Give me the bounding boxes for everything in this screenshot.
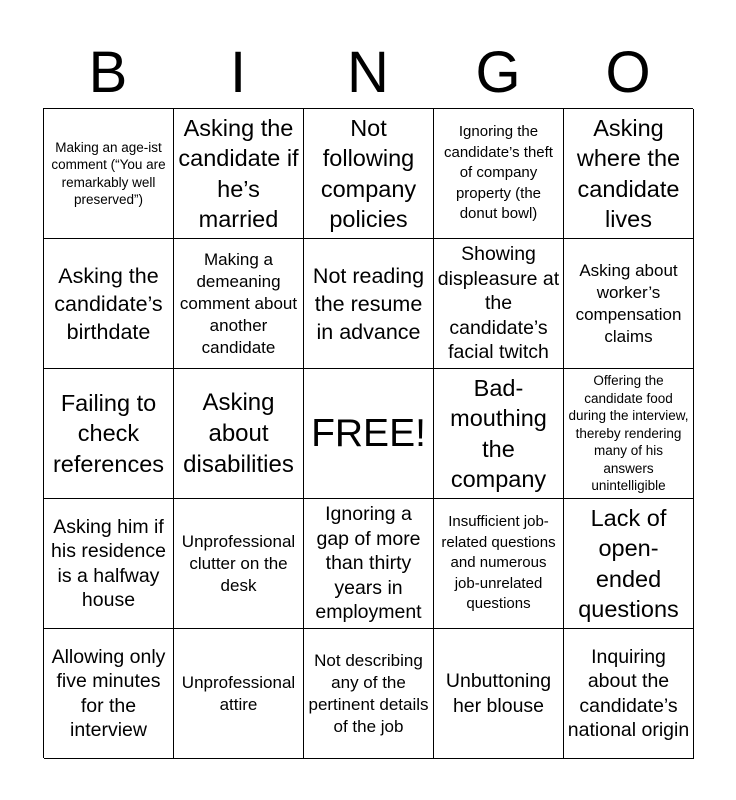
cell-text: Unbuttoning her blouse [445, 670, 552, 717]
bingo-cell[interactable] [44, 499, 174, 629]
cell-text: Asking about disabilities [183, 389, 294, 478]
bingo-cell[interactable] [434, 109, 564, 239]
cell-text: Asking the candidate’s birthdate [54, 263, 163, 344]
bingo-cell[interactable] [434, 629, 564, 759]
cell-text: Bad-mouthing the company [450, 374, 547, 492]
bingo-cell[interactable] [304, 499, 434, 629]
cell-text: Showing displeasure at the candidate’s facial twitch [437, 243, 560, 364]
cell-text: Not describing any of the pertinent details of the job [308, 650, 429, 736]
bingo-cell[interactable] [304, 629, 434, 759]
bingo-header [43, 40, 693, 106]
bingo-cell[interactable] [174, 629, 304, 759]
cell-text: Lack of open-ended questions [578, 504, 679, 622]
cell-text: Making an age-ist comment (“You are remarkably well preserved”) [51, 139, 166, 207]
cell-text: Not following company policies [320, 114, 417, 232]
cell-text: Unprofessional attire [181, 672, 296, 714]
bingo-cell[interactable] [434, 239, 564, 369]
bingo-cell[interactable] [434, 499, 564, 629]
bingo-cell[interactable] [304, 109, 434, 239]
bingo-cell[interactable] [174, 499, 304, 629]
bingo-cell[interactable] [564, 239, 694, 369]
free-space[interactable] [304, 369, 434, 499]
bingo-cell[interactable] [44, 629, 174, 759]
cell-text: Ignoring the candidate’s theft of company property (the donut bowl) [444, 123, 553, 223]
cell-text: Asking where the candidate lives [576, 114, 681, 232]
bingo-cell[interactable] [564, 109, 694, 239]
cell-text: Ignoring a gap of more than thirty years in employment [315, 503, 422, 624]
cell-text: Insufficient job-related questions and numerous job-unrelated questions [441, 513, 556, 613]
cell-text: Making a demeaning comment about another candidate [179, 249, 298, 357]
bingo-cell[interactable] [564, 369, 694, 499]
bingo-cell[interactable] [434, 369, 564, 499]
free-space-text: FREE! [311, 411, 426, 455]
bingo-cell[interactable] [564, 499, 694, 629]
bingo-grid [43, 108, 693, 758]
cell-text: Not reading the resume in advance [312, 263, 425, 344]
bingo-cell[interactable] [564, 629, 694, 759]
bingo-cell[interactable] [44, 369, 174, 499]
bingo-cell[interactable] [174, 369, 304, 499]
cell-text: Inquiring about the candidate’s national origin [567, 645, 690, 741]
cell-text: Allowing only five minutes for the interview [51, 645, 166, 741]
cell-text: Offering the candidate food during the interview, thereby rendering many of his answers unintelligible [568, 373, 689, 494]
cell-text: Unprofessional clutter on the desk [181, 531, 296, 595]
bingo-cell[interactable] [174, 109, 304, 239]
cell-text: Asking about worker’s compensation claims [575, 260, 682, 346]
cell-text: Failing to check references [52, 389, 165, 477]
bingo-cell[interactable] [44, 239, 174, 369]
header-letter-g: G [475, 40, 521, 105]
header-letter-b: B [88, 40, 128, 105]
header-letter-o: O [605, 40, 651, 105]
cell-text: Asking him if his residence is a halfway house [51, 515, 166, 611]
header-letter-n: N [347, 40, 389, 105]
header-letter-i: I [229, 40, 247, 105]
bingo-cell[interactable] [304, 239, 434, 369]
bingo-cell[interactable] [174, 239, 304, 369]
bingo-cell[interactable] [44, 109, 174, 239]
cell-text: Asking the candidate if he’s married [178, 114, 299, 232]
